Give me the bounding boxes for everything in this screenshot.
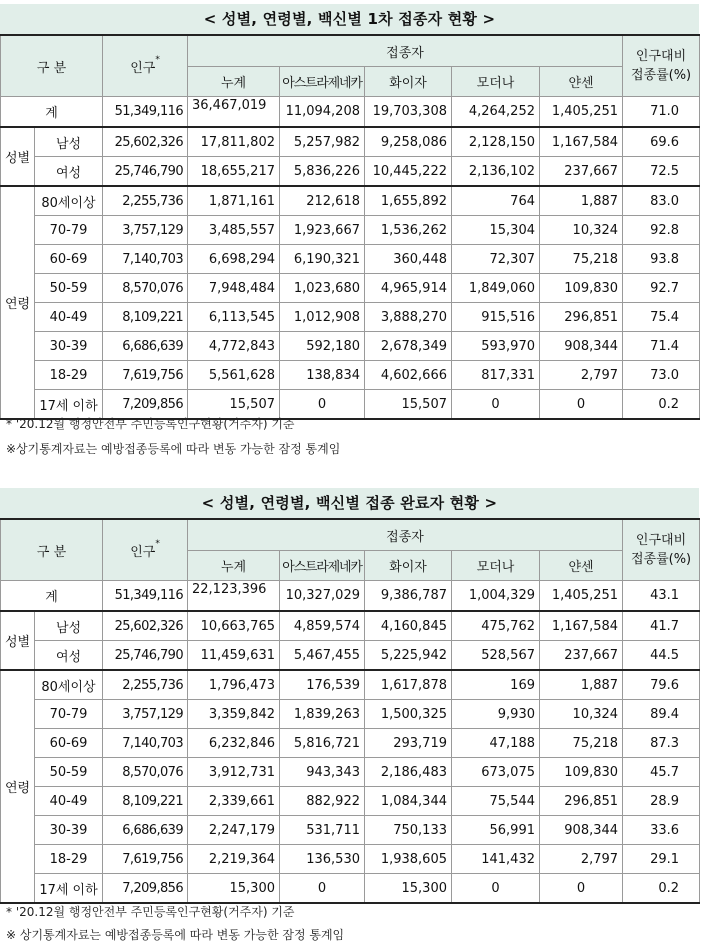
moderna-cell: 47,188 — [452, 729, 540, 758]
az-header: 아스트라제네카 — [280, 551, 365, 581]
cumulative-cell: 6,113,545 — [188, 303, 280, 332]
cumulative-cell: 6,232,846 — [188, 729, 280, 758]
cumulative-cell: 22,123,396 — [188, 581, 280, 612]
janssen-header: 얀센 — [540, 67, 623, 97]
janssen-cell: 1,167,584 — [540, 611, 623, 641]
janssen-cell: 237,667 — [540, 641, 623, 671]
pfizer-cell: 15,300 — [365, 874, 452, 904]
cumulative-cell: 1,871,161 — [188, 186, 280, 216]
az-cell: 11,094,208 — [280, 97, 365, 128]
ratio-cell: 29.1 — [623, 845, 700, 874]
janssen-cell: 75,218 — [540, 245, 623, 274]
row-label: 30-39 — [35, 332, 103, 361]
cumulative-header: 누계 — [188, 551, 280, 581]
pfizer-cell: 4,160,845 — [365, 611, 452, 641]
pfizer-cell: 293,719 — [365, 729, 452, 758]
cumulative-cell: 3,359,842 — [188, 700, 280, 729]
cumulative-cell: 15,507 — [188, 390, 280, 420]
row-label: 50-59 — [35, 758, 103, 787]
population-footnote-mark: * — [155, 538, 160, 549]
table-row — [1, 758, 700, 787]
footnote-population-source: * '20.12월 행정안전부 주민등록인구현황(거주자) 기준 — [6, 905, 295, 919]
table-row — [1, 274, 700, 303]
moderna-cell: 1,004,329 — [452, 581, 540, 612]
pfizer-cell: 360,448 — [365, 245, 452, 274]
ratio-cell: 92.8 — [623, 216, 700, 245]
table-row — [1, 361, 700, 390]
az-cell: 0 — [280, 390, 365, 420]
az-cell: 5,467,455 — [280, 641, 365, 671]
pfizer-header: 화이자 — [365, 67, 452, 97]
table-row — [1, 332, 700, 361]
az-cell: 1,012,908 — [280, 303, 365, 332]
cumulative-cell: 11,459,631 — [188, 641, 280, 671]
row-label: 80세이상 — [35, 186, 103, 216]
cumulative-cell: 15,300 — [188, 874, 280, 904]
row-label: 60-69 — [35, 245, 103, 274]
total-row — [1, 581, 700, 612]
moderna-cell: 528,567 — [452, 641, 540, 671]
row-label: 여성 — [35, 157, 103, 187]
janssen-cell: 2,797 — [540, 845, 623, 874]
population-cell: 7,619,756 — [103, 845, 188, 874]
ratio-cell: 79.6 — [623, 670, 700, 700]
cumulative-cell: 18,655,217 — [188, 157, 280, 187]
table-row — [1, 816, 700, 845]
moderna-cell: 9,930 — [452, 700, 540, 729]
row-label: 80세이상 — [35, 670, 103, 700]
az-cell: 176,539 — [280, 670, 365, 700]
table-row — [1, 700, 700, 729]
moderna-cell: 817,331 — [452, 361, 540, 390]
row-label: 계 — [1, 581, 103, 612]
population-cell: 51,349,116 — [103, 97, 188, 128]
pfizer-cell: 4,602,666 — [365, 361, 452, 390]
total-row — [1, 97, 700, 128]
moderna-cell: 475,762 — [452, 611, 540, 641]
first-dose-table-section — [0, 4, 699, 420]
pfizer-cell: 1,655,892 — [365, 186, 452, 216]
janssen-cell: 908,344 — [540, 332, 623, 361]
table-row — [1, 127, 700, 157]
az-cell: 0 — [280, 874, 365, 904]
footnote-provisional: ※상기통계자료는 예방접종등록에 따라 변동 가능한 잠정 통계임 — [6, 442, 341, 456]
pfizer-cell: 9,258,086 — [365, 127, 452, 157]
janssen-cell: 1,887 — [540, 186, 623, 216]
category-header: 구 분 — [1, 519, 103, 581]
ratio-cell: 87.3 — [623, 729, 700, 758]
sex-group-label: 성별 — [1, 127, 35, 186]
pfizer-cell: 15,507 — [365, 390, 452, 420]
population-footnote-mark: * — [155, 54, 160, 65]
population-cell: 2,255,736 — [103, 186, 188, 216]
az-cell: 10,327,029 — [280, 581, 365, 612]
table-row — [1, 216, 700, 245]
janssen-cell: 296,851 — [540, 787, 623, 816]
az-cell: 4,859,574 — [280, 611, 365, 641]
ratio-cell: 0.2 — [623, 390, 700, 420]
pfizer-cell: 1,617,878 — [365, 670, 452, 700]
ratio-cell: 41.7 — [623, 611, 700, 641]
cumulative-cell: 4,772,843 — [188, 332, 280, 361]
population-header: 인구* — [103, 519, 188, 581]
janssen-cell: 1,887 — [540, 670, 623, 700]
pfizer-cell: 3,888,270 — [365, 303, 452, 332]
header-row-1 — [1, 519, 700, 551]
az-cell: 5,816,721 — [280, 729, 365, 758]
population-cell: 6,686,639 — [103, 816, 188, 845]
cumulative-cell: 17,811,802 — [188, 127, 280, 157]
vaccinated-header: 접종자 — [188, 35, 623, 67]
table-row — [1, 874, 700, 904]
cumulative-cell: 2,339,661 — [188, 787, 280, 816]
moderna-cell: 72,307 — [452, 245, 540, 274]
cumulative-cell: 5,561,628 — [188, 361, 280, 390]
pfizer-cell: 1,500,325 — [365, 700, 452, 729]
row-label: 남성 — [35, 127, 103, 157]
ratio-header: 인구대비 접종률(%) — [623, 519, 700, 581]
moderna-header: 모더나 — [452, 551, 540, 581]
category-header: 구 분 — [1, 35, 103, 97]
population-cell: 7,209,856 — [103, 874, 188, 904]
az-cell: 531,711 — [280, 816, 365, 845]
moderna-cell: 915,516 — [452, 303, 540, 332]
pfizer-cell: 19,703,308 — [365, 97, 452, 128]
population-cell: 3,757,129 — [103, 700, 188, 729]
table-row — [1, 303, 700, 332]
row-label: 18-29 — [35, 361, 103, 390]
janssen-cell: 0 — [540, 874, 623, 904]
az-cell: 882,922 — [280, 787, 365, 816]
az-cell: 6,190,321 — [280, 245, 365, 274]
janssen-cell: 296,851 — [540, 303, 623, 332]
moderna-cell: 15,304 — [452, 216, 540, 245]
az-cell: 1,839,263 — [280, 700, 365, 729]
janssen-cell: 1,167,584 — [540, 127, 623, 157]
pfizer-cell: 5,225,942 — [365, 641, 452, 671]
population-cell: 8,570,076 — [103, 758, 188, 787]
pfizer-cell: 2,678,349 — [365, 332, 452, 361]
first-dose-table — [0, 34, 700, 420]
pfizer-cell: 1,084,344 — [365, 787, 452, 816]
row-label: 계 — [1, 97, 103, 128]
population-cell: 6,686,639 — [103, 332, 188, 361]
ratio-cell: 92.7 — [623, 274, 700, 303]
ratio-cell: 44.5 — [623, 641, 700, 671]
row-label: 남성 — [35, 611, 103, 641]
cumulative-cell: 2,219,364 — [188, 845, 280, 874]
table-row — [1, 157, 700, 187]
population-cell: 25,746,790 — [103, 157, 188, 187]
cumulative-cell: 10,663,765 — [188, 611, 280, 641]
az-cell: 592,180 — [280, 332, 365, 361]
az-cell: 138,834 — [280, 361, 365, 390]
ratio-cell: 75.4 — [623, 303, 700, 332]
population-cell: 8,109,221 — [103, 303, 188, 332]
age-group-label: 연령 — [1, 670, 35, 903]
moderna-cell: 2,136,102 — [452, 157, 540, 187]
ratio-cell: 69.6 — [623, 127, 700, 157]
footnote-provisional: ※ 상기통계자료는 예방접종등록에 따라 변동 가능한 잠정 통계임 — [6, 928, 345, 942]
janssen-cell: 237,667 — [540, 157, 623, 187]
header-row-1 — [1, 35, 700, 67]
ratio-cell: 45.7 — [623, 758, 700, 787]
moderna-cell: 2,128,150 — [452, 127, 540, 157]
az-cell: 136,530 — [280, 845, 365, 874]
row-label: 17세 이하 — [35, 390, 103, 420]
row-label: 17세 이하 — [35, 874, 103, 904]
az-cell: 5,257,982 — [280, 127, 365, 157]
cumulative-cell: 3,485,557 — [188, 216, 280, 245]
janssen-cell: 109,830 — [540, 274, 623, 303]
footnote-population-source: * '20.12월 행정안전부 주민등록인구현황(거주자) 기준 — [6, 417, 295, 431]
janssen-cell: 75,218 — [540, 729, 623, 758]
cumulative-cell: 1,796,473 — [188, 670, 280, 700]
ratio-cell: 0.2 — [623, 874, 700, 904]
row-label: 70-79 — [35, 700, 103, 729]
az-cell: 943,343 — [280, 758, 365, 787]
cumulative-cell: 2,247,179 — [188, 816, 280, 845]
janssen-cell: 10,324 — [540, 216, 623, 245]
row-label: 30-39 — [35, 816, 103, 845]
table-row — [1, 845, 700, 874]
moderna-cell: 141,432 — [452, 845, 540, 874]
full-dose-table-section — [0, 488, 699, 904]
pfizer-cell: 1,938,605 — [365, 845, 452, 874]
janssen-cell: 0 — [540, 390, 623, 420]
sex-group-label: 성별 — [1, 611, 35, 670]
vaccinated-header: 접종자 — [188, 519, 623, 551]
ratio-cell: 83.0 — [623, 186, 700, 216]
ratio-cell: 33.6 — [623, 816, 700, 845]
table-row — [1, 729, 700, 758]
pfizer-cell: 9,386,787 — [365, 581, 452, 612]
row-label: 40-49 — [35, 303, 103, 332]
cumulative-cell: 36,467,019 — [188, 97, 280, 128]
cumulative-header: 누계 — [188, 67, 280, 97]
pfizer-cell: 1,536,262 — [365, 216, 452, 245]
population-header: 인구* — [103, 35, 188, 97]
janssen-cell: 1,405,251 — [540, 97, 623, 128]
moderna-cell: 169 — [452, 670, 540, 700]
ratio-cell: 93.8 — [623, 245, 700, 274]
ratio-cell: 71.0 — [623, 97, 700, 128]
moderna-cell: 56,991 — [452, 816, 540, 845]
first-dose-table-title: < 성별, 연령별, 백신별 1차 접종자 현황 > — [0, 4, 699, 34]
table-row — [1, 186, 700, 216]
table-row — [1, 611, 700, 641]
ratio-cell: 43.1 — [623, 581, 700, 612]
cumulative-cell: 6,698,294 — [188, 245, 280, 274]
pfizer-cell: 2,186,483 — [365, 758, 452, 787]
janssen-header: 얀센 — [540, 551, 623, 581]
moderna-cell: 4,264,252 — [452, 97, 540, 128]
pfizer-cell: 4,965,914 — [365, 274, 452, 303]
moderna-cell: 0 — [452, 874, 540, 904]
moderna-header: 모더나 — [452, 67, 540, 97]
moderna-cell: 0 — [452, 390, 540, 420]
row-label: 60-69 — [35, 729, 103, 758]
population-cell: 25,602,326 — [103, 611, 188, 641]
table-row — [1, 670, 700, 700]
ratio-cell: 72.5 — [623, 157, 700, 187]
ratio-cell: 71.4 — [623, 332, 700, 361]
population-cell: 7,140,703 — [103, 245, 188, 274]
population-cell: 7,209,856 — [103, 390, 188, 420]
az-cell: 1,923,667 — [280, 216, 365, 245]
row-label: 18-29 — [35, 845, 103, 874]
row-label: 40-49 — [35, 787, 103, 816]
janssen-cell: 10,324 — [540, 700, 623, 729]
population-cell: 25,746,790 — [103, 641, 188, 671]
cumulative-cell: 3,912,731 — [188, 758, 280, 787]
ratio-header: 인구대비 접종률(%) — [623, 35, 700, 97]
population-cell: 7,619,756 — [103, 361, 188, 390]
az-cell: 212,618 — [280, 186, 365, 216]
moderna-cell: 75,544 — [452, 787, 540, 816]
ratio-cell: 28.9 — [623, 787, 700, 816]
pfizer-cell: 10,445,222 — [365, 157, 452, 187]
row-label: 여성 — [35, 641, 103, 671]
janssen-cell: 109,830 — [540, 758, 623, 787]
age-group-label: 연령 — [1, 186, 35, 419]
ratio-cell: 89.4 — [623, 700, 700, 729]
table-row — [1, 787, 700, 816]
pfizer-header: 화이자 — [365, 551, 452, 581]
population-cell: 51,349,116 — [103, 581, 188, 612]
population-cell: 8,109,221 — [103, 787, 188, 816]
cumulative-cell: 7,948,484 — [188, 274, 280, 303]
janssen-cell: 1,405,251 — [540, 581, 623, 612]
janssen-cell: 908,344 — [540, 816, 623, 845]
moderna-cell: 764 — [452, 186, 540, 216]
full-dose-table-title: < 성별, 연령별, 백신별 접종 완료자 현황 > — [0, 488, 699, 518]
az-cell: 1,023,680 — [280, 274, 365, 303]
row-label: 50-59 — [35, 274, 103, 303]
ratio-cell: 73.0 — [623, 361, 700, 390]
population-cell: 3,757,129 — [103, 216, 188, 245]
row-label: 70-79 — [35, 216, 103, 245]
az-cell: 5,836,226 — [280, 157, 365, 187]
moderna-cell: 673,075 — [452, 758, 540, 787]
full-dose-table — [0, 518, 700, 904]
moderna-cell: 1,849,060 — [452, 274, 540, 303]
population-cell: 8,570,076 — [103, 274, 188, 303]
table-row — [1, 245, 700, 274]
population-cell: 2,255,736 — [103, 670, 188, 700]
janssen-cell: 2,797 — [540, 361, 623, 390]
population-cell: 7,140,703 — [103, 729, 188, 758]
population-cell: 25,602,326 — [103, 127, 188, 157]
pfizer-cell: 750,133 — [365, 816, 452, 845]
az-header: 아스트라제네카 — [280, 67, 365, 97]
moderna-cell: 593,970 — [452, 332, 540, 361]
table-row — [1, 641, 700, 671]
